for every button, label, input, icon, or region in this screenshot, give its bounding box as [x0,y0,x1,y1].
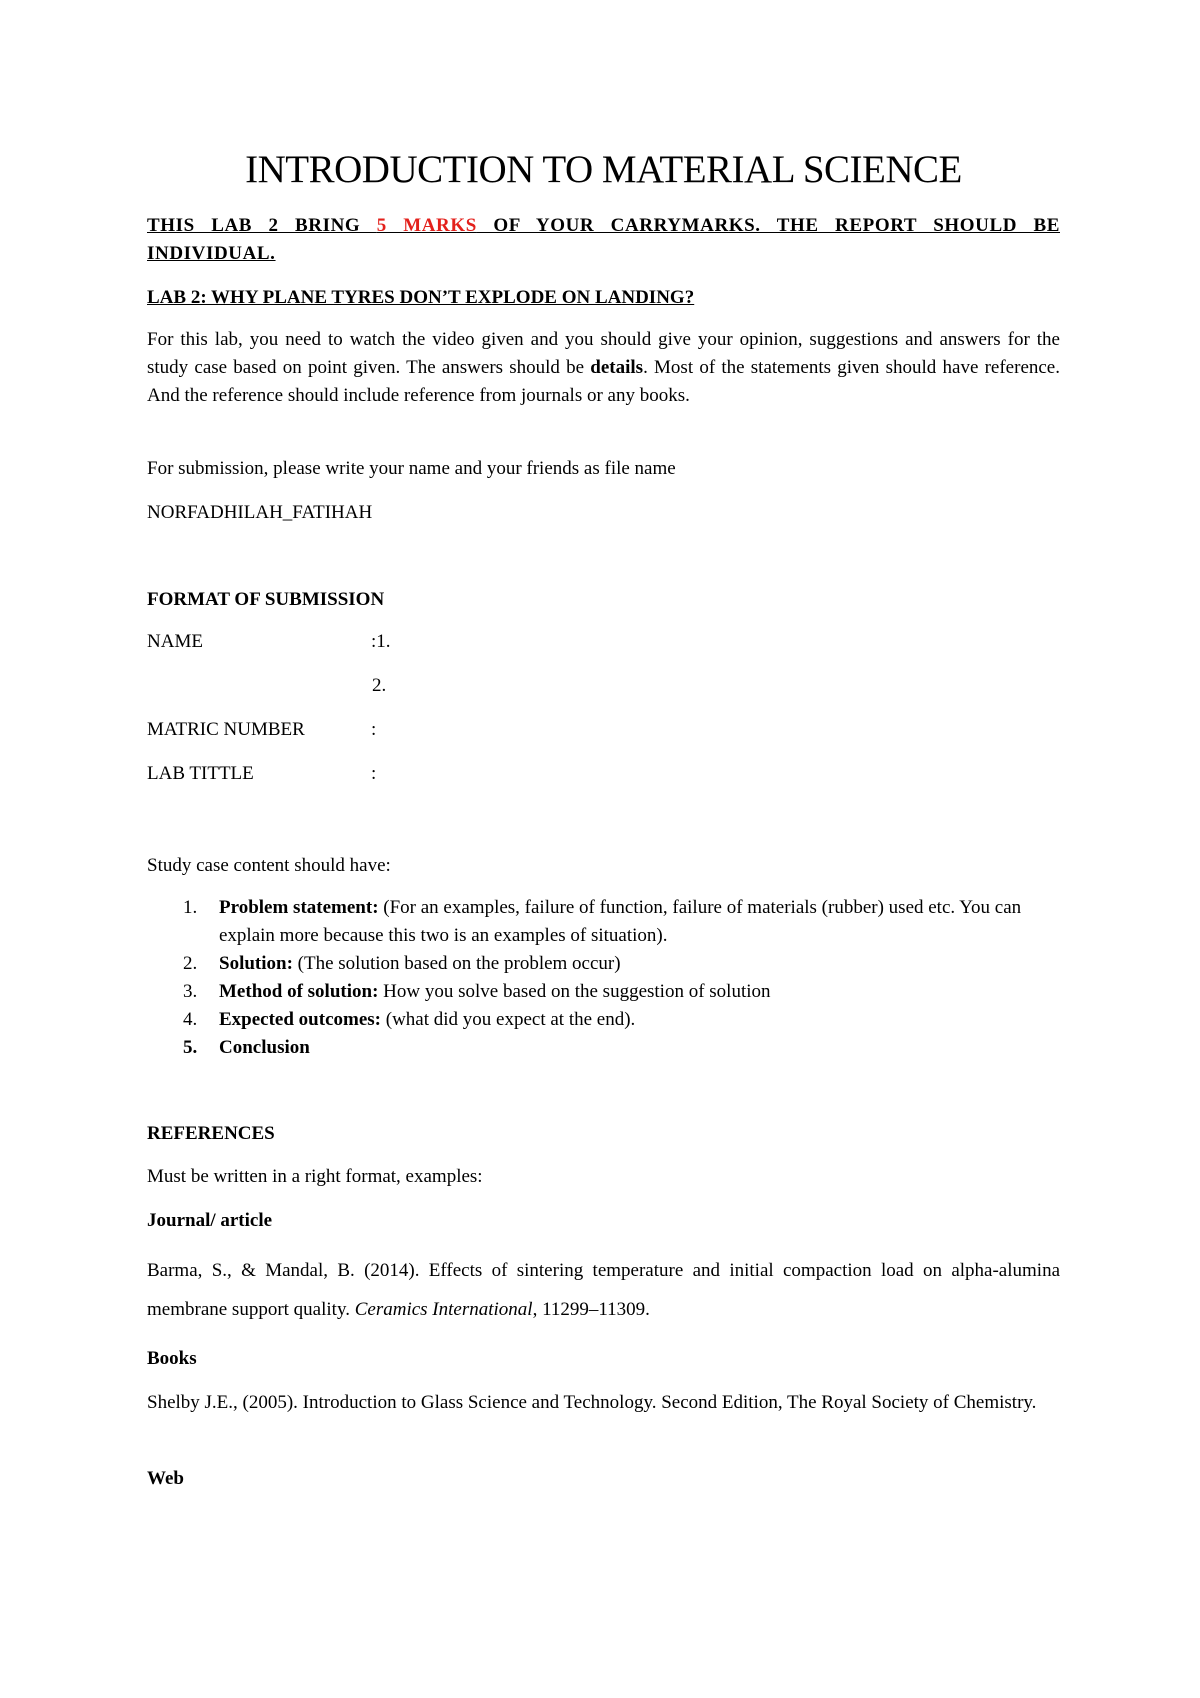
list-item [147,950,1060,978]
lab-title-value: : [371,763,377,784]
banner-text-start: THIS LAB 2 BRING [147,215,377,236]
journal-ref-start: Barma, S., & Mandal, B. (2014). Effects of sintering temperature and initial compaction load on alpha-alumina membrane support quality. [147,1260,1060,1320]
books-reference: Shelby J.E., (2005). Introduction to Glass Science and Technology. Second Edition, The Royal Society of Chemistry. [147,1392,1037,1413]
list-item-text: (For an examples, failure of function, failure of materials (rubber) used etc. You can explain more because this two is an examples of situation). [219,897,1022,946]
references-instruction: Must be written in a right format, examples: [147,1166,483,1187]
list-item-title: Conclusion [219,1037,310,1058]
list-item-number: 3. [183,981,198,1002]
name-value-2: 2. [372,675,387,696]
marks-banner [147,212,1060,268]
name-value-1: :1. [371,631,391,652]
list-item [147,894,1060,950]
format-heading: FORMAT OF SUBMISSION [147,589,385,610]
list-item [147,1034,1060,1062]
list-item [147,1006,1060,1034]
web-heading: Web [147,1468,184,1489]
lab-heading: LAB 2: WHY PLANE TYRES DON’T EXPLODE ON LANDING? [147,287,695,308]
list-item-number: 5. [183,1037,198,1058]
books-heading: Books [147,1348,197,1369]
journal-heading: Journal/ article [147,1210,273,1231]
intro-text-end: . Most of the statements given should have reference. And the reference should include reference from journals or any books. [147,357,1060,406]
list-item-text: (The solution based on the problem occur) [292,953,621,974]
banner-text-end: OF YOUR CARRYMARKS. THE REPORT SHOULD BE INDIVIDUAL. [147,215,1060,264]
submission-instruction: For submission, please write your name and your friends as file name [147,458,676,479]
journal-name: Ceramics International [354,1299,533,1320]
list-item-title: Expected outcomes: [219,1009,381,1030]
journal-reference [147,1251,1060,1329]
list-item-number: 2. [183,953,198,974]
list-item-number: 4. [183,1009,198,1030]
intro-paragraph [147,326,1060,410]
matric-label: MATRIC NUMBER [147,719,305,740]
list-item [147,978,1060,1006]
list-item-text: How you solve based on the suggestion of solution [378,981,771,1002]
intro-text-start: For this lab, you need to watch the video given and you should give your opinion, suggestions and answers for the study case based on point given. The answers should be [147,329,1060,378]
list-item-text: (what did you expect at the end). [381,1009,636,1030]
list-item-number: 1. [183,897,198,918]
study-case-list [147,894,1060,1062]
list-item-title: Method of solution: [219,981,379,1002]
references-heading: REFERENCES [147,1123,275,1144]
marks-highlight: 5 MARKS [376,215,477,236]
list-item-title: Problem statement: [219,897,379,918]
intro-bold-details: details [590,357,644,378]
filename-example: NORFADHILAH_FATIHAH [147,502,373,523]
lab-title-label: LAB TITTLE [147,763,254,784]
document-title: INTRODUCTION TO MATERIAL SCIENCE [245,148,962,191]
journal-ref-end: , 11299–11309. [532,1299,650,1320]
matric-value: : [371,719,377,740]
name-label: NAME [147,631,203,652]
study-case-intro: Study case content should have: [147,855,391,876]
list-item-title: Solution: [219,953,293,974]
